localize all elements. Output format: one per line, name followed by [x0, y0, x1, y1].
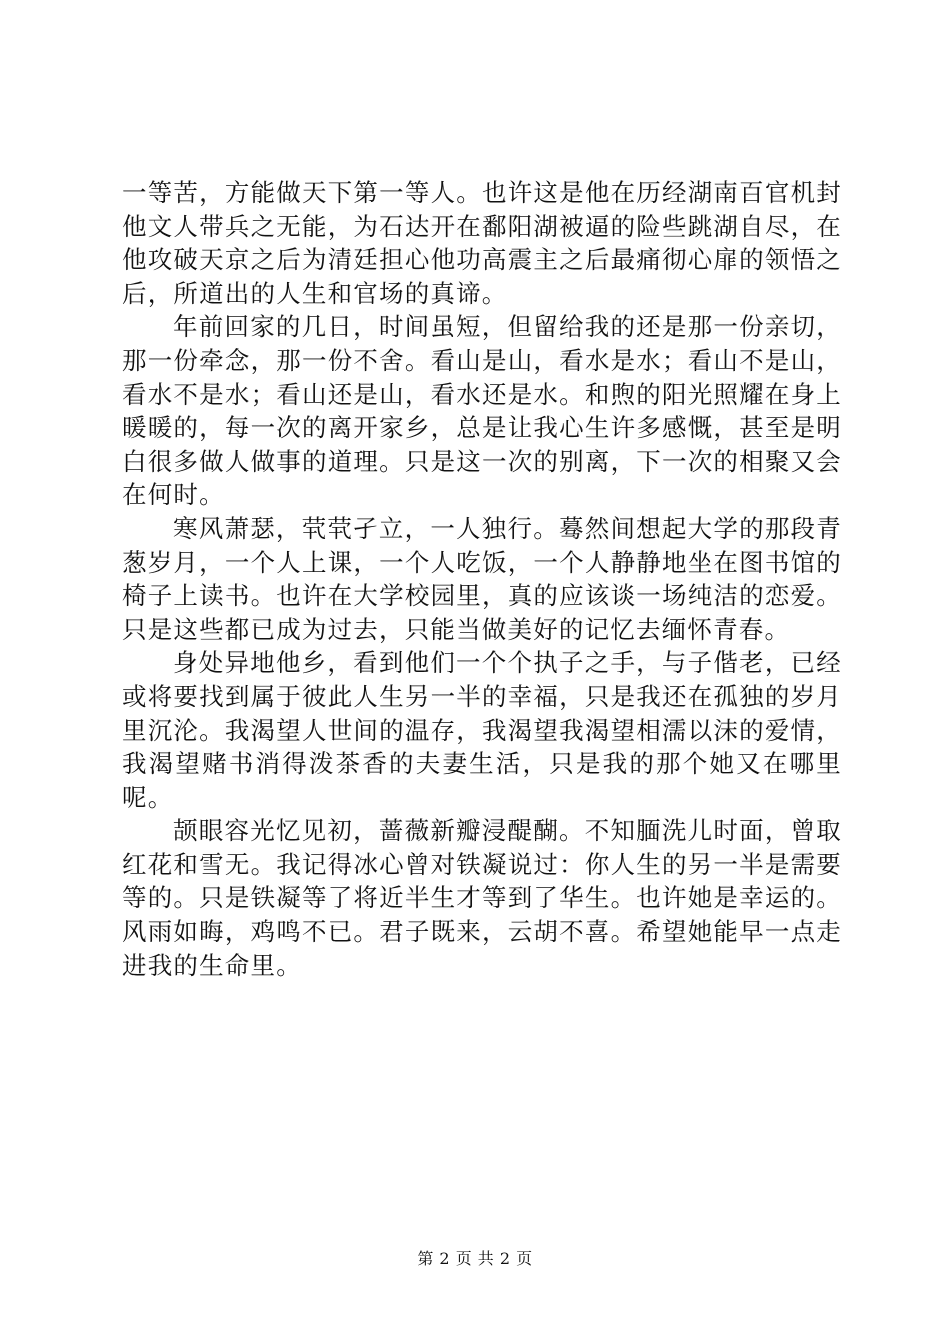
body-text [122, 176, 842, 982]
paragraph-5: 颉眼容光忆见初，蔷薇新瓣浸醍醐。不知腼洗儿时面，曾取红花和雪无。我记得冰心曾对铁凝说过：你人生的另一半是需要等的。只是铁凝等了将近半生才等到了华生。也许她是幸运的。风雨如晦，鸡鸣不已。君子既来，云胡不喜。希望她能早一点走进我的生命里。 [122, 816, 842, 980]
paragraph-2: 年前回家的几日，时间虽短，但留给我的还是那一份亲切，那一份牵念，那一份不舍。看山是山，看水是水；看山不是山，看水不是水；看山还是山，看水还是水。和煦的阳光照耀在身上暖暖的，每一次的离开家乡，总是让我心生许多感慨，甚至是明白很多做人做事的道理。只是这一次的别离，下一次的相聚又会在何时。 [122, 312, 842, 510]
paragraph-1: 一等苦，方能做天下第一等人。也许这是他在历经湖南百官机封他文人带兵之无能，为石达开在鄱阳湖被逼的险些跳湖自尽，在他攻破天京之后为清廷担心他功高震主之后最痛彻心扉的领悟之后，所道出的人生和官场的真谛。 [122, 178, 842, 308]
paragraph-3: 寒风萧瑟，茕茕孑立，一人独行。蓦然间想起大学的那段青葱岁月，一个人上课，一个人吃饭，一个人静静地坐在图书馆的椅子上读书。也许在大学校园里，真的应该谈一场纯洁的恋爱。只是这些都已成为过去，只能当做美好的记忆去缅怀青春。 [122, 513, 842, 644]
page-footer: 第 2 页 共 2 页 [417, 1249, 533, 1268]
paragraph-4: 身处异地他乡，看到他们一个个执子之手，与子偕老，已经或将要找到属于彼此人生另一半的幸福，只是我还在孤独的岁月里沉沦。我渴望人世间的温存，我渴望我渴望相濡以沫的爱情，我渴望赌书消得泼茶香的夫妻生活，只是我的那个她又在哪里呢。 [122, 648, 842, 812]
